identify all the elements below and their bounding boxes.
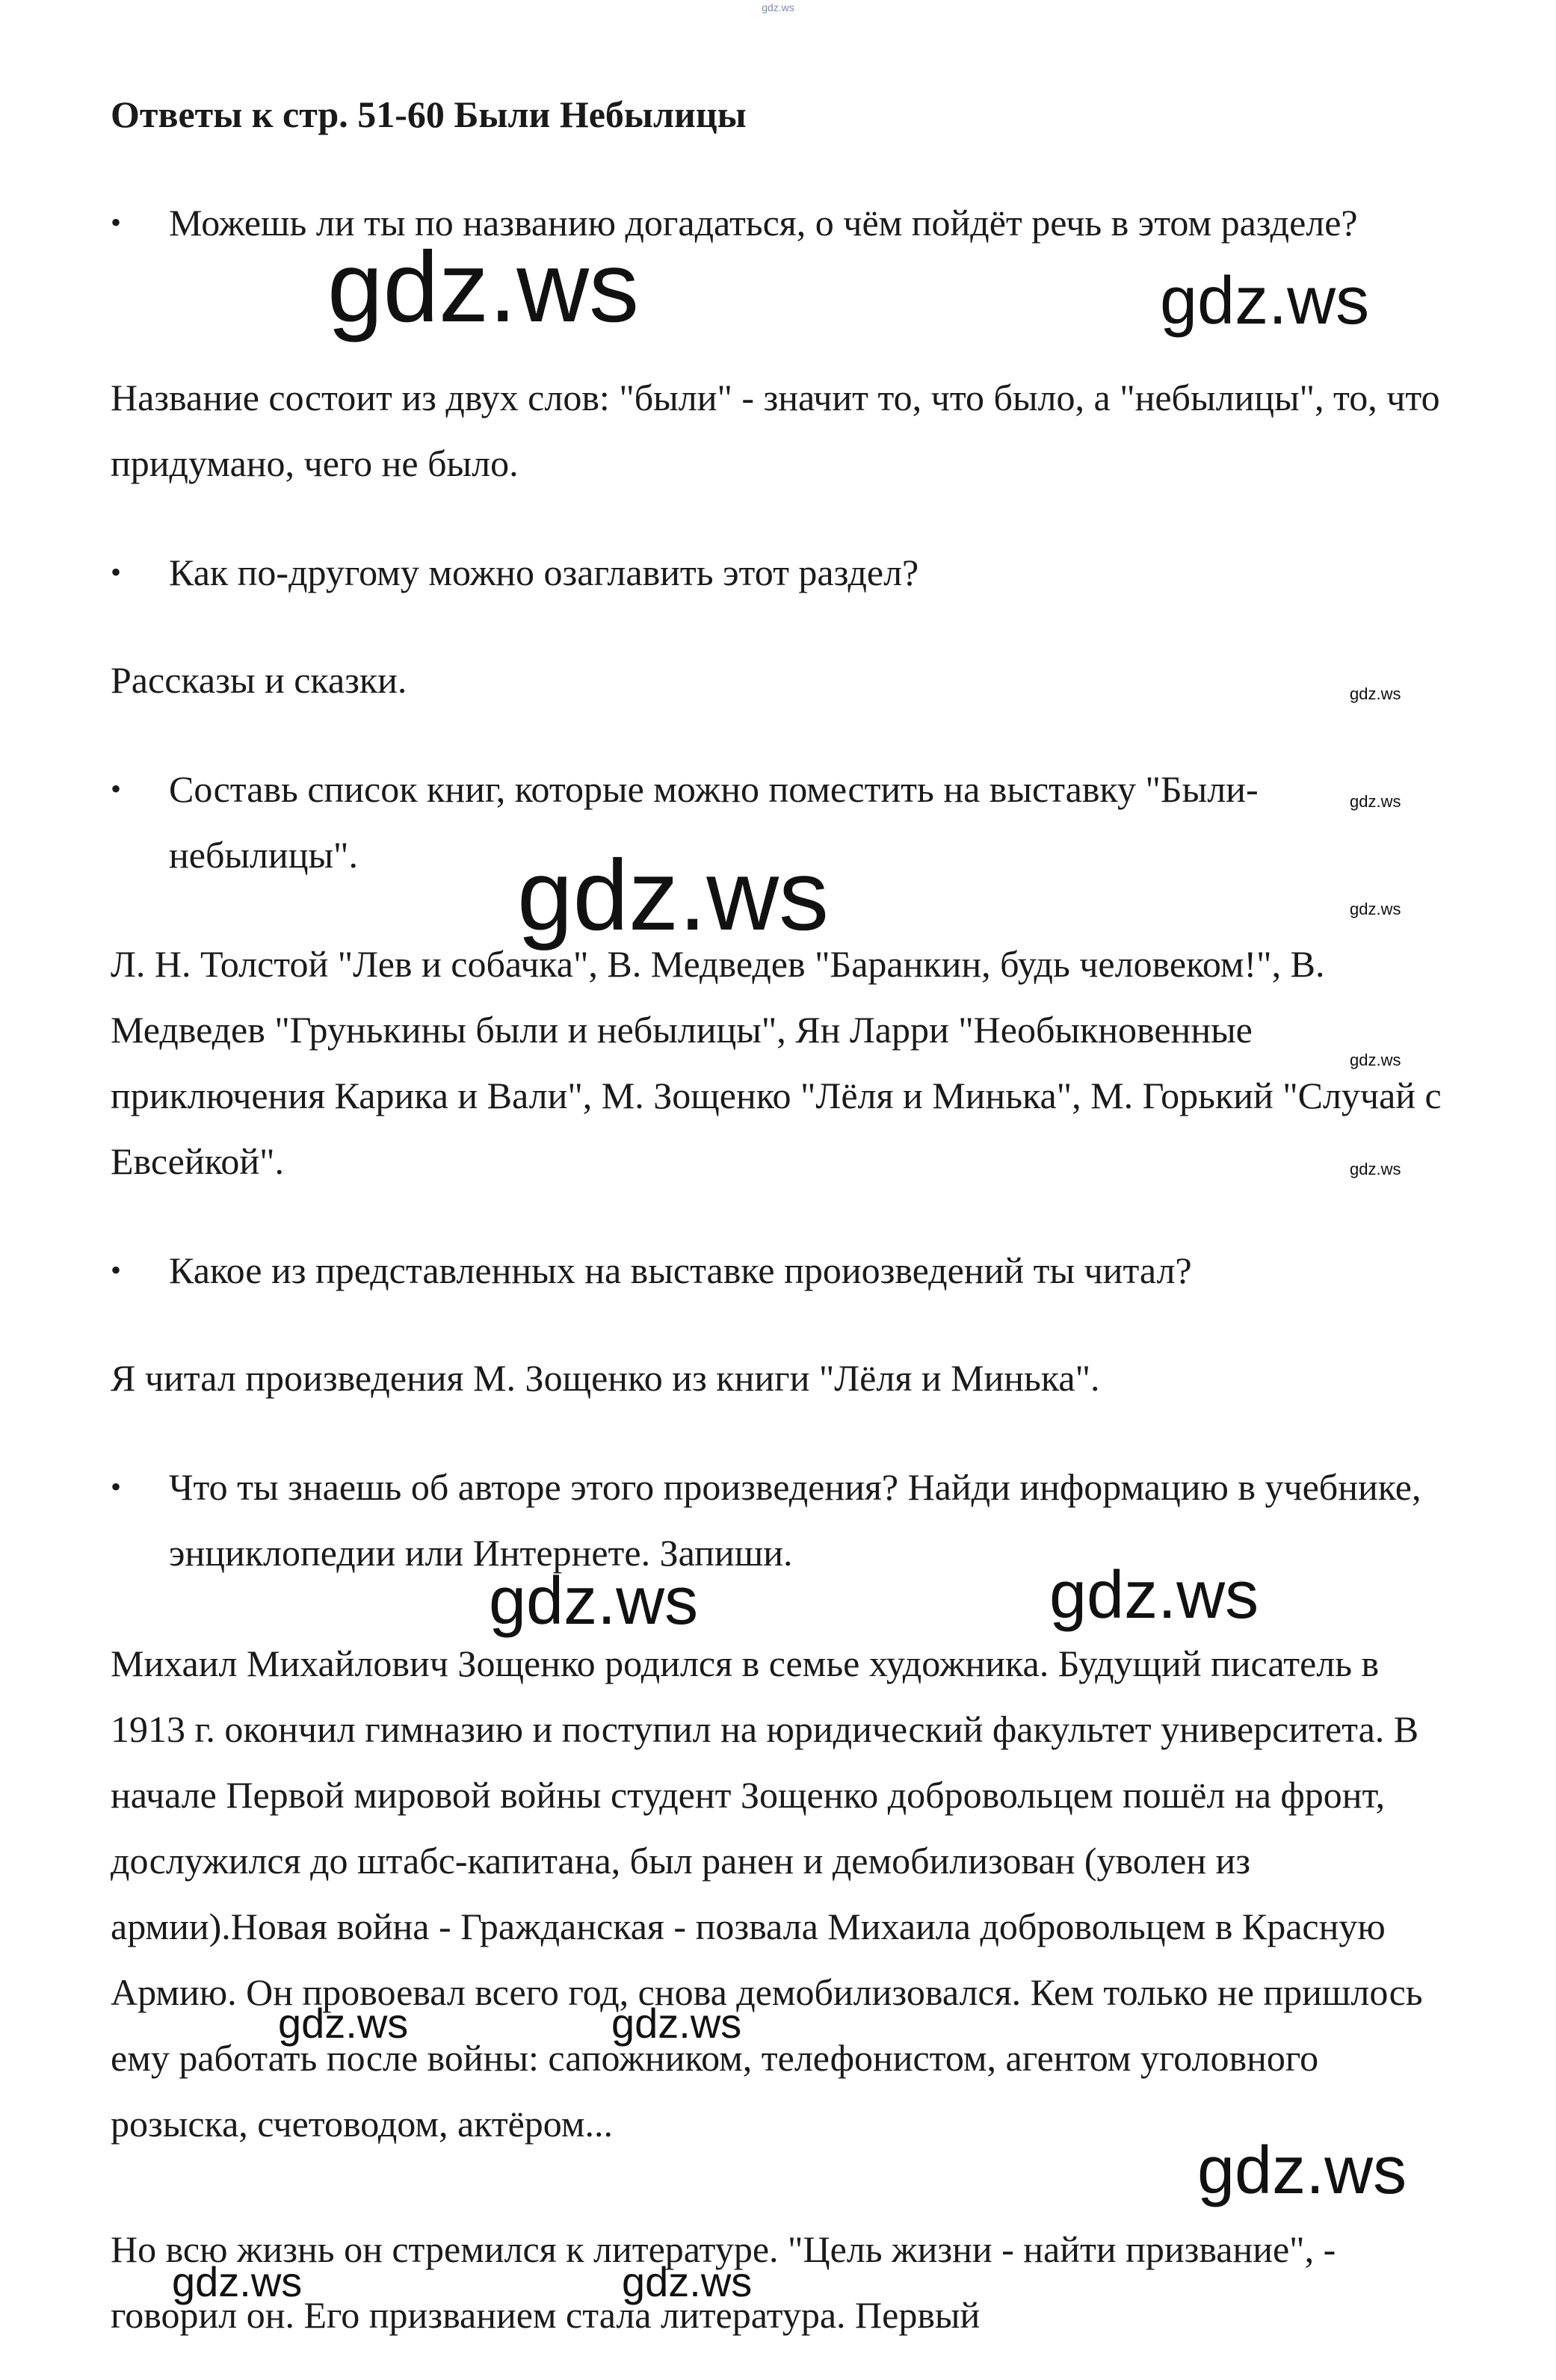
watermark: gdz.ws — [1350, 684, 1401, 703]
question-1 — [111, 190, 1456, 256]
watermark: gdz.ws — [489, 1564, 699, 1639]
answer-2: Рассказы и сказки. — [111, 659, 407, 701]
watermark: gdz.ws — [172, 2258, 303, 2305]
page-title: Ответы к стр. 51-60 Были Небылицы — [111, 93, 747, 135]
top-watermark: gdz.ws — [762, 1, 794, 13]
answer-5-continued: Но всю жизнь он стремился к литературе. "Цель жизни - найти призвание", - говорил он. Его призванием стала литература. Первый — [111, 2228, 1336, 2336]
question-text: Можешь ли ты по названию догадаться, о чём пойдёт речь в этом разделе? — [169, 202, 1358, 244]
question-text: Какое из представленных на выставке проиозведений ты читал? — [169, 1249, 1192, 1291]
watermark: gdz.ws — [1350, 792, 1401, 811]
watermark: gdz.ws — [1350, 1160, 1401, 1178]
question-2 — [111, 540, 1456, 605]
answer-3: Л. Н. Толстой "Лев и собачка", В. Медведев "Баранкин, будь человеком!", В. Медведев "Грунькины были и небылицы", Ян Ларри "Необыкновенные приключения Карика и Вали", М. Зощенко "Лёля и Минька", М. Горький "Случай с Евсейкой". — [111, 943, 1442, 1182]
bullet-dot-icon: • — [111, 205, 122, 239]
watermark: gdz.ws — [1350, 900, 1401, 918]
question-text: Что ты знаешь об авторе этого произведения? Найди информацию в учебнике, энциклопедии или Интернете. Запиши. — [169, 1466, 1421, 1574]
watermark: gdz.ws — [278, 2000, 409, 2047]
watermark: gdz.ws — [1350, 1051, 1401, 1069]
answer-4: Я читал произведения М. Зощенко из книги "Лёля и Минька". — [111, 1357, 1100, 1399]
bullet-dot-icon: • — [111, 1253, 122, 1287]
watermark: gdz.ws — [622, 2258, 753, 2305]
bullet-dot-icon: • — [111, 772, 122, 806]
watermark: gdz.ws — [611, 2000, 742, 2047]
bullet-dot-icon: • — [111, 1470, 122, 1503]
question-text: Составь список книг, которые можно поместить на выставку "Были-небылицы". — [169, 768, 1259, 876]
watermark: gdz.ws — [327, 232, 640, 343]
answer-1: Название состоит из двух слов: "были" - значит то, что было, а "небылицы", то, что придумано, чего не было. — [111, 377, 1440, 484]
answer-5: Михаил Михайлович Зощенко родился в семье художника. Будущий писатель в 1913 г. окончил гимназию и поступил на юридический факультет университета. В начале Первой мировой войны студент Зощенко добровольцем пошёл на фронт, дослужился до штабс-капитана, был ранен и демобилизован (уволен из армии).Новая война - Гражданская - позвала Михаила добровольцем в Красную Армию. Он провоевал всего год, снова демобилизовался. Кем только не пришлось ему работать после войны: сапожником, телефонистом, агентом уголовного розыска, счетоводом, актёром... — [111, 1642, 1423, 2145]
bullet-dot-icon: • — [111, 555, 122, 589]
question-text: Как по-другому можно озаглавить этот раздел? — [169, 551, 919, 593]
question-4 — [111, 1237, 1456, 1303]
watermark: gdz.ws — [1197, 2133, 1407, 2208]
watermark: gdz.ws — [517, 840, 830, 951]
watermark: gdz.ws — [1049, 1558, 1259, 1633]
watermark: gdz.ws — [1160, 264, 1370, 339]
